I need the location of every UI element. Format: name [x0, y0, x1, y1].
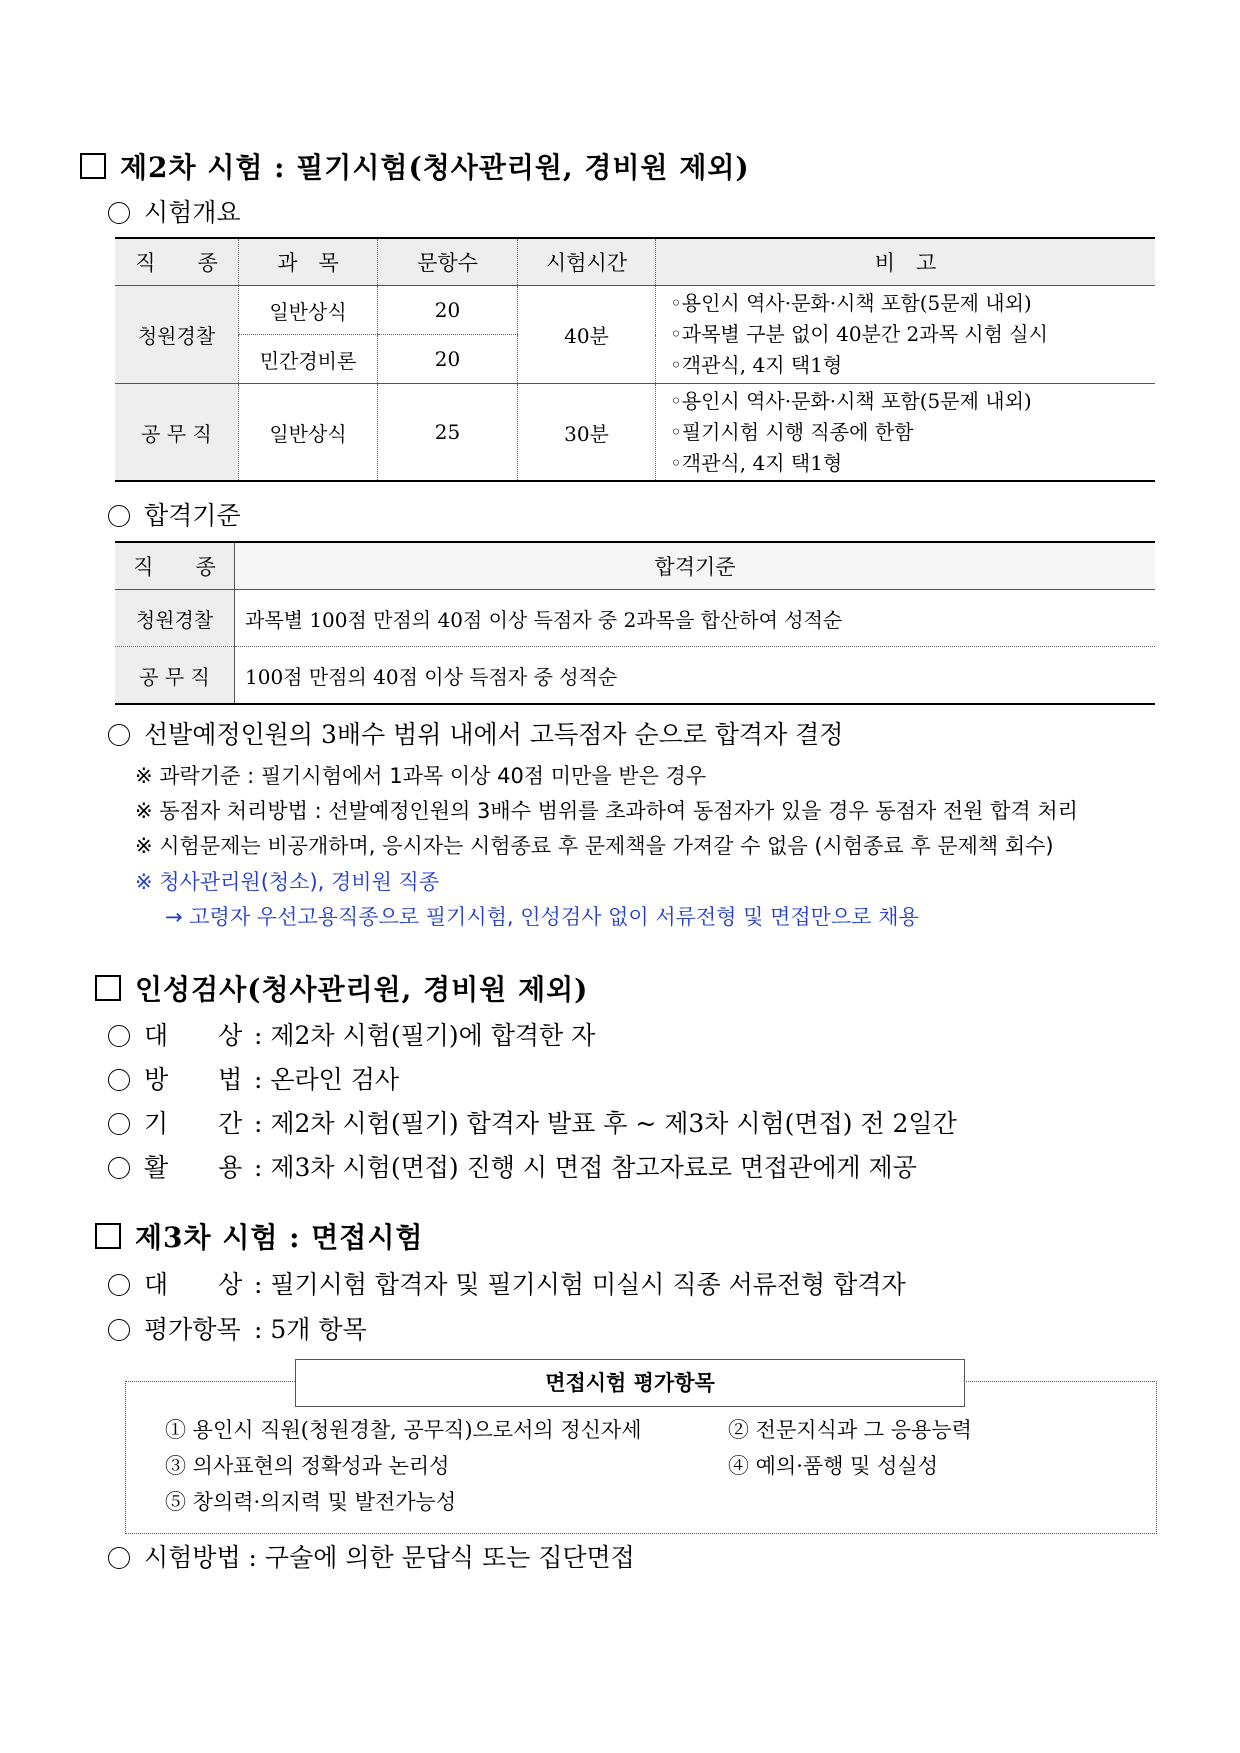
circle-bullet-icon: [108, 1319, 130, 1341]
count-cell: 20: [378, 286, 518, 335]
table-row: [115, 286, 1155, 335]
job-cell: 청원경찰: [115, 590, 235, 647]
note-elderly-priority: → 고령자 우선고용직종으로 필기시험, 인성검사 없이 서류전형 및 면접만으로 채용: [165, 905, 919, 929]
circle-bullet-icon: [108, 1069, 130, 1091]
header-job: 직 종: [115, 542, 235, 590]
time-cell: 40분: [518, 286, 656, 384]
circle-bullet-icon: [108, 724, 130, 746]
table-row: [115, 647, 1155, 705]
eval-item-5: ⑤ 창의력·의지력 및 발전가능성: [165, 1490, 457, 1514]
circle-bullet-icon: [108, 1274, 130, 1296]
job-cell: 공 무 직: [115, 384, 239, 482]
checkbox-square-icon: [95, 1223, 121, 1249]
circle-bullet-icon: [108, 1547, 130, 1569]
note-exam-papers: ※ 시험문제는 비공개하며, 응시자는 시험종료 후 문제책을 가져갈 수 없음 (시험종료 후 문제책 회수): [135, 834, 1054, 858]
aptitude-usage-item: 활 용 : 제3차 시험(면접) 진행 시 면접 참고자료로 면접관에게 제공: [108, 1148, 917, 1184]
table-row: [115, 384, 1155, 482]
pass-criteria-table: [115, 541, 1155, 705]
criteria-cell: 과목별 100점 만점의 40점 이상 득점자 중 2과목을 합산하여 성적순: [235, 590, 1156, 647]
note-failing-criteria: ※ 과락기준 : 필기시험에서 1과목 이상 40점 미만을 받은 경우: [135, 764, 707, 788]
subject-cell: 일반상식: [239, 384, 378, 482]
eval-item-1: ① 용인시 직원(청원경찰, 공무직)으로서의 정신자세: [165, 1418, 642, 1442]
section-2-title: 인성검사(청사관리원, 경비원 제외): [95, 968, 588, 1008]
circle-bullet-icon: [108, 202, 130, 224]
aptitude-method-item: 방 법 : 온라인 검사: [108, 1060, 399, 1096]
time-cell: 30분: [518, 384, 656, 482]
section-3-title: 제3차 시험 : 면접시험: [95, 1216, 423, 1256]
subject-cell: 민간경비론: [239, 335, 378, 384]
header-time: 시험시간: [518, 238, 656, 286]
job-cell: 공 무 직: [115, 647, 235, 705]
interview-target-item: 대 상 : 필기시험 합격자 및 필기시험 미실시 직종 서류전형 합격자: [108, 1265, 906, 1301]
subject-cell: 일반상식: [239, 286, 378, 335]
circle-bullet-icon: [108, 1157, 130, 1179]
aptitude-target-item: 대 상 : 제2차 시험(필기)에 합격한 자: [108, 1016, 595, 1052]
remarks-cell: ◦용인시 역사·문화·시책 포함(5문제 내외) ◦과목별 구분 없이 40분간 2과목 시험 실시 ◦객관식, 4지 택1형: [656, 286, 1156, 384]
remarks-cell: ◦용인시 역사·문화·시책 포함(5문제 내외) ◦필기시험 시행 직종에 한함 ◦객관식, 4지 택1형: [656, 384, 1156, 482]
count-cell: 25: [378, 384, 518, 482]
job-cell: 청원경찰: [115, 286, 239, 384]
eval-item-2: ② 전문지식과 그 응용능력: [728, 1418, 972, 1442]
eval-item-4: ④ 예의·품행 및 성실성: [728, 1454, 938, 1478]
circle-bullet-icon: [108, 1025, 130, 1047]
exam-overview-table: [115, 237, 1155, 482]
interview-eval-items: 평가항목 : 5개 항목: [108, 1310, 367, 1346]
header-job: 직 종: [115, 238, 239, 286]
header-criteria: 합격기준: [235, 542, 1156, 590]
interview-method-item: 시험방법 : 구술에 의한 문답식 또는 집단면접: [108, 1538, 635, 1574]
eval-item-3: ③ 의사표현의 정확성과 논리성: [165, 1454, 450, 1478]
criteria-cell: 100점 만점의 40점 이상 득점자 중 성적순: [235, 647, 1156, 705]
table-row: [115, 590, 1155, 647]
pass-criteria-heading: 합격기준: [108, 496, 241, 532]
note-cleaner-guard: ※ 청사관리원(청소), 경비원 직종: [135, 870, 440, 894]
overview-heading: 시험개요: [108, 193, 241, 229]
circle-bullet-icon: [108, 1113, 130, 1135]
header-count: 문항수: [378, 238, 518, 286]
aptitude-period-item: 기 간 : 제2차 시험(필기) 합격자 발표 후 ~ 제3차 시험(면접) 전 2일간: [108, 1104, 957, 1140]
section-1-title: 제2차 시험 : 필기시험(청사관리원, 경비원 제외): [80, 146, 750, 186]
selection-item: 선발예정인원의 3배수 범위 내에서 고득점자 순으로 합격자 결정: [108, 715, 843, 751]
header-remarks: 비 고: [656, 238, 1156, 286]
note-tie-handling: ※ 동점자 처리방법 : 선발예정인원의 3배수 범위를 초과하여 동점자가 있을 경우 동점자 전원 합격 처리: [135, 799, 1078, 823]
checkbox-square-icon: [95, 975, 121, 1001]
circle-bullet-icon: [108, 505, 130, 527]
checkbox-square-icon: [80, 153, 106, 179]
count-cell: 20: [378, 335, 518, 384]
evaluation-items-title: 면접시험 평가항목: [295, 1359, 965, 1407]
header-subject: 과 목: [239, 238, 378, 286]
